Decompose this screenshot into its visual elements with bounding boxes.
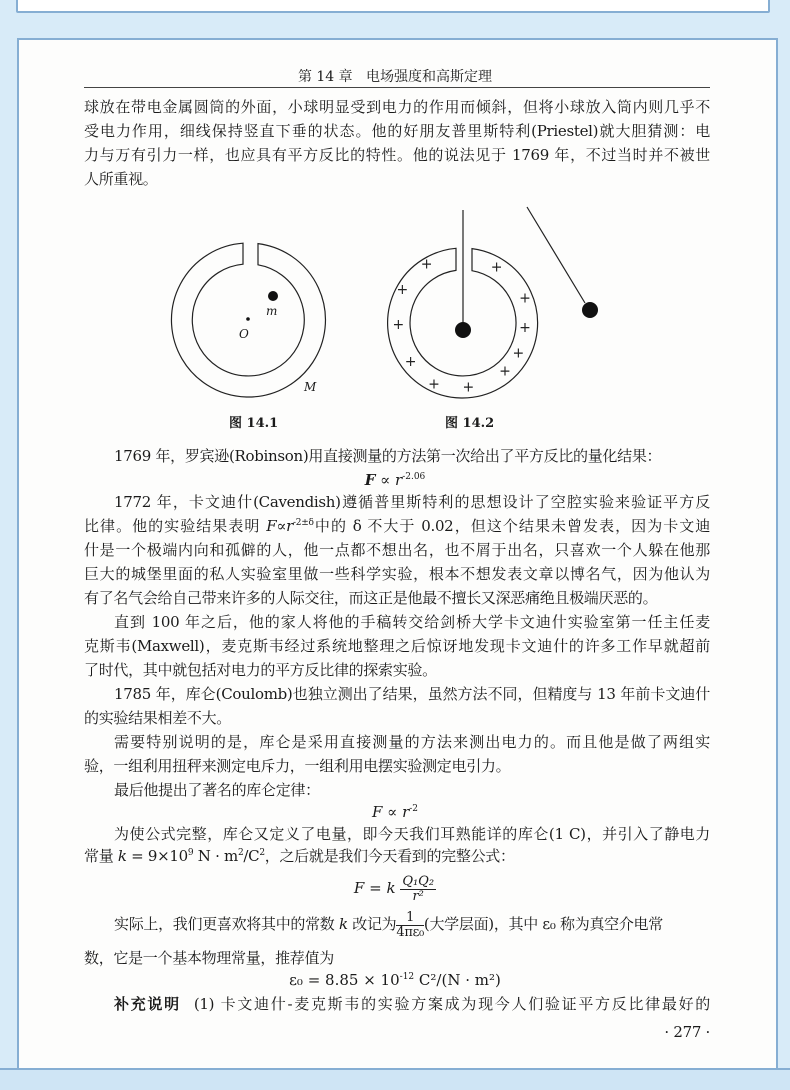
text: = 9×10	[126, 847, 188, 865]
plus-charge: +	[490, 259, 503, 276]
plus-charge: +	[519, 290, 531, 307]
math-op: ∝	[276, 517, 287, 535]
text-line: 1785 年，库仑(Coulomb)也独立测出了结果，虽然方法不同，但精度与 13 年前卡文迪什	[114, 685, 710, 703]
text: 实际上，我们更喜欢将其中的常数	[114, 915, 339, 933]
text-line: 受电力作用，细线保持竖直下垂的状态。他的好朋友普里斯特利(Priestel)就大胆猜测：电	[84, 122, 710, 140]
plus-charge: +	[420, 256, 433, 273]
figure-caption-14-1: 图 14.1	[229, 416, 279, 431]
text-line: 为使公式完整，库仑又定义了电量，即今天我们耳熟能详的库仑(1 C)，并引入了静电力	[114, 825, 710, 843]
ball-inside	[455, 322, 471, 338]
label-M: M	[304, 380, 317, 394]
math-var: F	[353, 879, 365, 897]
text-line: 直到 100 年之后，他的家人将他的手稿转交给剑桥大学卡文迪什实验室第一任主任麦	[114, 613, 710, 631]
denominator: r²	[412, 888, 424, 904]
numerator: 1	[396, 911, 424, 926]
math-exp: 2	[237, 848, 244, 858]
math-var: k	[338, 915, 348, 933]
math-var: r	[395, 471, 403, 489]
text: 改记为	[347, 915, 397, 933]
text-line: 巨大的城堡里面的私人实验室里做一些科学实验，根本不想发表文章以博名气，因为他认为	[84, 565, 710, 583]
text: 中的 δ 不大于 0.02，但这个结果未曾发表，因为卡文迪	[313, 517, 710, 535]
text: /C	[243, 847, 260, 865]
text: = 8.85 × 10	[302, 971, 400, 989]
math-var: k	[117, 847, 127, 865]
text-line: 了时代，其中就包括对电力的平方反比律的探索实验。	[84, 661, 437, 679]
plus-charge: +	[519, 320, 531, 336]
math-exp: 2	[259, 848, 265, 858]
math-exp: -2.06	[402, 472, 426, 482]
plus-charge: +	[462, 379, 475, 396]
ball-m	[268, 291, 278, 301]
text-line: 的实验结果相差不大。	[84, 709, 232, 727]
math-op: ∝	[375, 471, 396, 489]
chapter-number: 第 14 章	[297, 69, 353, 85]
label-o: O	[239, 327, 249, 341]
denominator: 4πε₀	[396, 924, 424, 940]
text: C²/(N · m²)	[414, 971, 501, 989]
text-line: 需要特别说明的是，库仑是采用直接测量的方法来测出电力的。而且他是做了两组实	[114, 733, 710, 751]
math-exp: -12	[399, 972, 415, 982]
text-line: 验，一组利用扭秤来测定电斥力，一组利用电摆实验测定电引力。	[84, 757, 511, 775]
text-line: 力与万有引力一样，也应具有平方反比的特性。他的说法见于 1769 年，不过当时并不被世	[84, 146, 710, 164]
plus-charge: +	[396, 282, 409, 298]
chapter-title: 电场强度和高斯定理	[366, 69, 493, 85]
label-m: m	[266, 304, 278, 318]
plus-charge: +	[499, 363, 511, 380]
math-op: =	[364, 879, 387, 897]
text: N · m	[193, 847, 238, 865]
math-var: F	[266, 517, 277, 535]
plus-charge: +	[404, 354, 417, 370]
thread-outside	[527, 207, 585, 303]
plus-charge: +	[392, 317, 405, 333]
math-var: k	[386, 879, 401, 897]
supplement-label: 补充说明	[114, 995, 181, 1013]
plus-charge: +	[512, 345, 525, 362]
text: 比律。他的实验结果表明	[84, 517, 267, 535]
math-var: F	[371, 803, 383, 821]
text-line: 最后他提出了著名的库仑定律：	[114, 781, 320, 799]
text: (大学层面)，其中 ε₀ 称为真空介电常	[423, 915, 663, 933]
figure-caption-14-2: 图 14.2	[445, 416, 495, 431]
text-line: 数，它是一个基本物理常量，推荐值为	[84, 949, 334, 967]
text-line: 克斯韦(Maxwell)，麦克斯韦经过系统地整理之后惊讶地发现卡文迪什的许多工作早就超前	[84, 637, 710, 655]
text-line: 什是一个极端内向和孤僻的人，他一点都不想出名，也不屑于出名，只喜欢一个人躲在他那	[84, 541, 710, 559]
text-line: 球放在带电金属圆筒的外面，小球明显受到电力的作用而倾斜，但将小球放入筒内则几乎不	[84, 98, 710, 116]
page-number: · 277 ·	[664, 1023, 710, 1041]
math-var: r	[286, 517, 294, 535]
math-var: ε₀	[289, 971, 303, 989]
numerator: Q₁Q₂	[402, 873, 435, 889]
text-line: 1772 年，卡文迪什(Cavendish)遵循普里斯特利的思想设计了空腔实验来验证平方反	[114, 493, 710, 511]
text: 常量	[84, 847, 118, 865]
math-exp: -2±δ	[293, 518, 314, 528]
text-line: 有了名气会给自己带来许多的人际交往，而这正是他最不擅长又深恶痛绝且极端厌恶的。	[84, 589, 658, 607]
supplement-text: (1) 卡文迪什-麦克斯韦的实验方案成为现今人们验证平方反比律最好的	[193, 995, 710, 1013]
text-line: 1769 年，罗宾逊(Robinson)用直接测量的方法第一次给出了平方反比的量化结果：	[114, 447, 662, 465]
math-var: F	[364, 471, 376, 489]
center-point-o	[246, 317, 250, 321]
math-op: ∝	[382, 803, 403, 821]
text-line: 人所重视。	[84, 170, 158, 188]
text: ，之后就是我们今天看到的完整公式：	[264, 847, 515, 865]
ball-outside	[582, 302, 598, 318]
plus-charge: +	[428, 376, 440, 393]
math-exp: -2	[409, 804, 419, 814]
figure-14-2-cylinder	[388, 207, 585, 398]
math-exp: 9	[187, 848, 194, 858]
math-var: r	[402, 803, 410, 821]
